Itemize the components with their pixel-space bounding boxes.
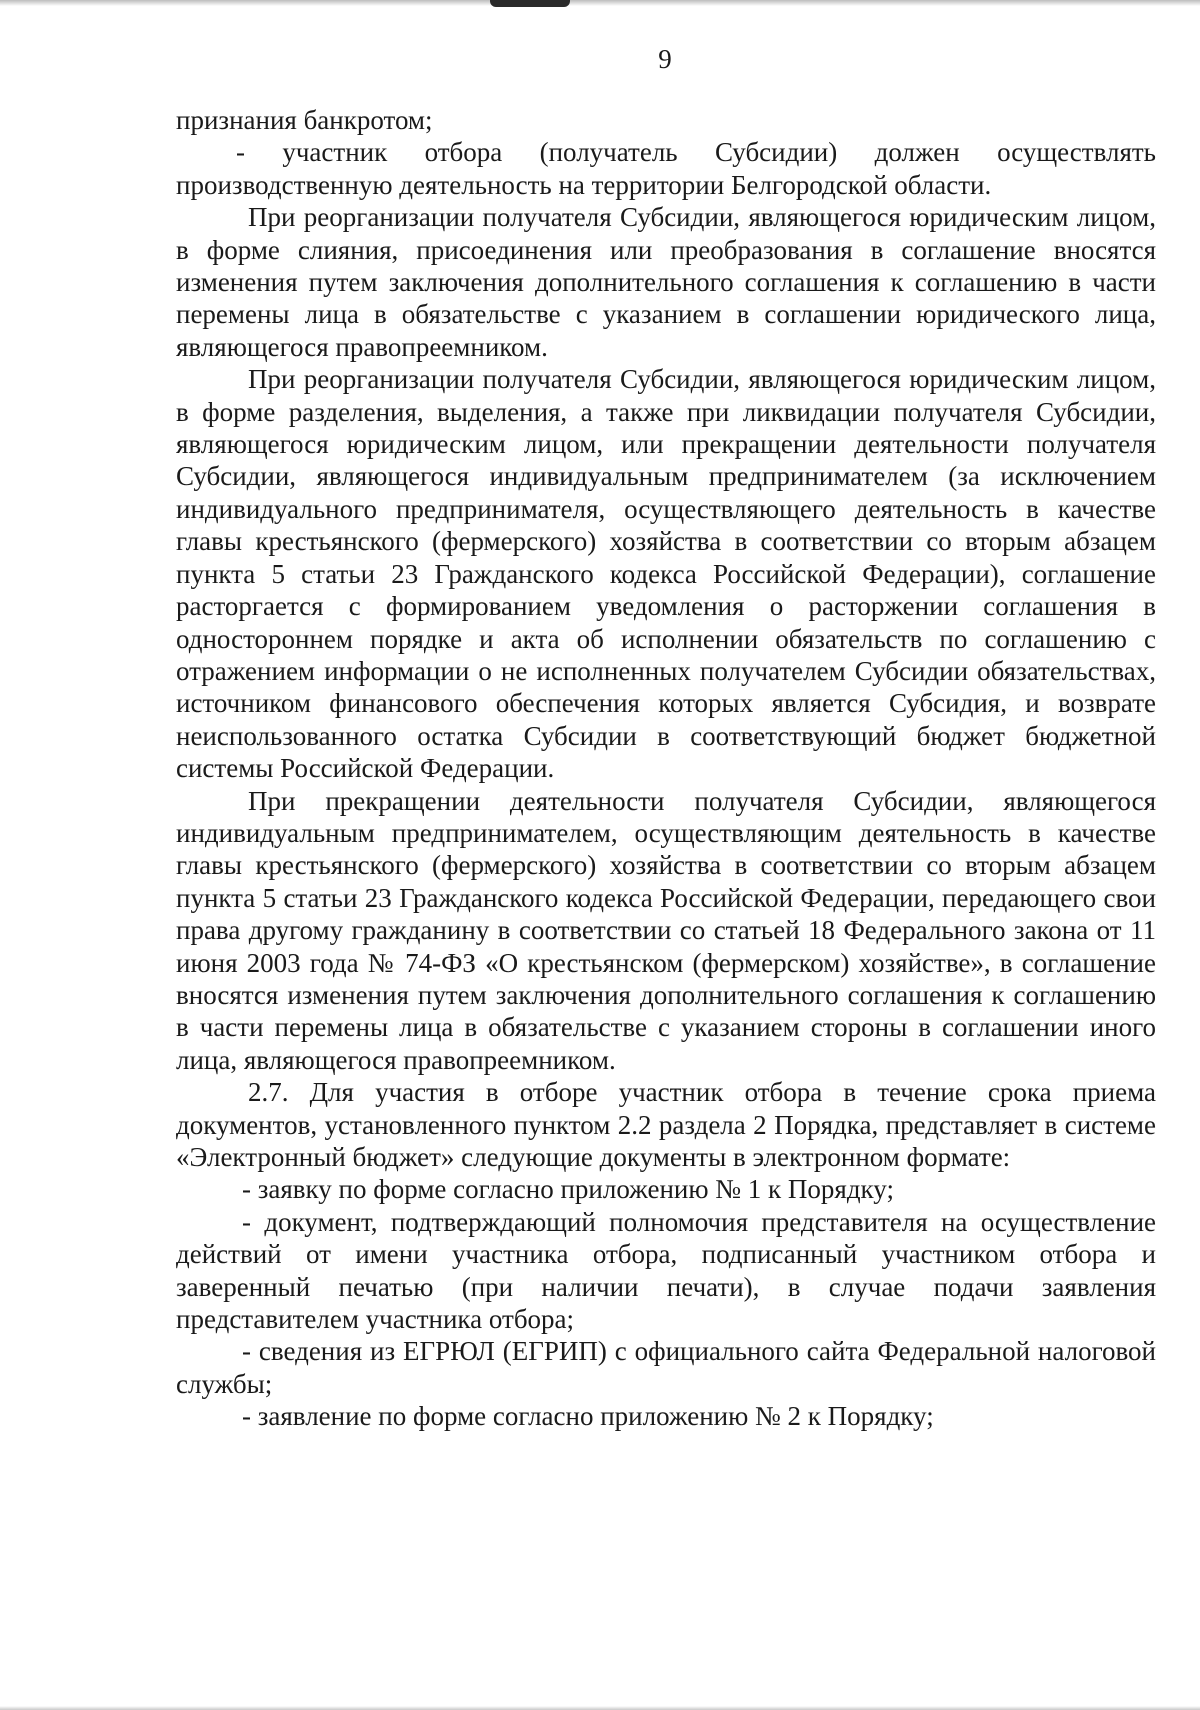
paragraph-reorganization-merger: При реорганизации получателя Субсидии, являющегося юридическим лицом, в форме слияния, присоединения или преобразования в соглашение вносятся изменения путем заключения дополнительного соглашения к соглашению в части перемены лица в обязательстве с указанием в соглашении юридического лица, являющегося правопреемником. (176, 202, 1156, 362)
page-number: 9 (658, 44, 672, 74)
document-body (176, 104, 1156, 1433)
paragraph-termination-farm: При прекращении деятельности получателя Субсидии, являющегося индивидуальным предпринимателем, осуществляющим деятельность в качестве главы крестьянского (фермерского) хозяйства в соответствии со вторым абзацем пункта 5 статьи 23 Гражданского кодекса Российской Федерации, передающего свои права другому гражданину в соответствии со статьей 18 Федерального закона от 11 июня 2003 года № 74-ФЗ «О крестьянском (фермерском) хозяйстве», в соглашение вносятся изменения путем заключения дополнительного соглашения к соглашению в части перемены лица в обязательстве с указанием стороны в соглашении иного лица, являющегося правопреемником. (176, 785, 1156, 1075)
list-item-egrul-extract: - сведения из ЕГРЮЛ (ЕГРИП) с официального сайта Федеральной налоговой службы; (176, 1336, 1156, 1399)
list-item-authority-document: - документ, подтверждающий полномочия представителя на осуществление действий от имени участника отбора, подписанный участником отбора и заверенный печатью (при наличии печати), в случае подачи заявления представителем участника отбора; (176, 1206, 1156, 1335)
paragraph-production-activity: - участник отбора (получатель Субсидии) должен осуществлять производственную деятельность на территории Белгородской области. (176, 137, 1156, 200)
scan-edge-bottom (0, 1706, 1200, 1710)
scan-mark (490, 0, 570, 7)
paragraph-reorganization-division: При реорганизации получателя Субсидии, являющегося юридическим лицом, в форме разделения, выделения, а также при ликвидации получателя Субсидии, являющегося юридическим лицом, или прекращении деятельности получателя Субсидии, являющегося индивидуальным предпринимателем (за исключением индивидуального предпринимателя, осуществляющего деятельность в качестве главы крестьянского (фермерского) хозяйства в соответствии со вторым абзацем пункта 5 статьи 23 Гражданского кодекса Российской Федерации), соглашение расторгается с формированием уведомления о расторжении соглашения в одностороннем порядке и акта об исполнении обязательств по соглашению с отражением информации о не исполненных получателем Субсидии обязательствах, источником финансового обеспечения которых является Субсидия, и возврате неиспользованного остатка Субсидии в соответствующий бюджет бюджетной системы Российской Федерации. (176, 364, 1156, 784)
list-item-statement: - заявление по форме согласно приложению № 2 к Порядку; (242, 1401, 934, 1432)
paragraph-2-7-documents: 2.7. Для участия в отборе участник отбора в течение срока приема документов, установленного пунктом 2.2 раздела 2 Порядка, представляет в системе «Электронный бюджет» следующие документы в электронном формате: (176, 1077, 1156, 1172)
paragraph-bankruptcy-end: признания банкротом; (176, 105, 433, 135)
list-item-application: - заявку по форме согласно приложению № 1 к Порядку; (242, 1174, 894, 1205)
scan-edge-top (0, 0, 1200, 6)
